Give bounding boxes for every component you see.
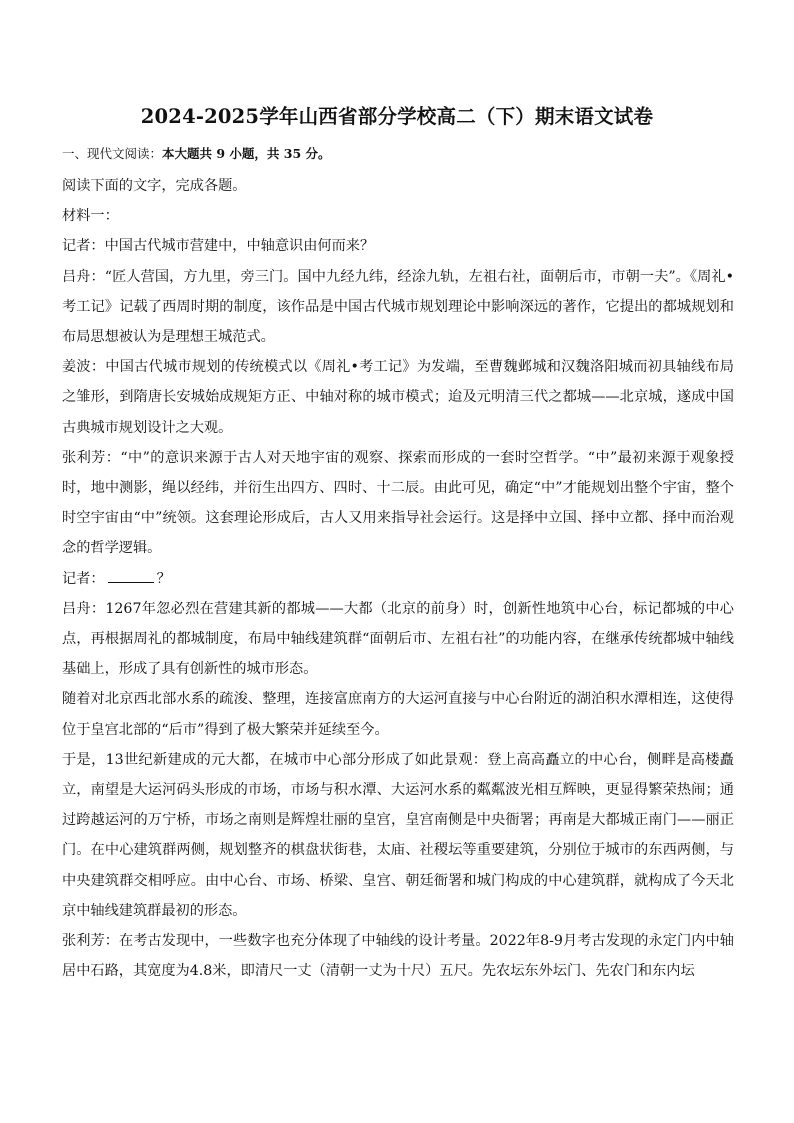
paragraph: 张利芳：在考古发现中，一些数字也充分体现了中轴线的设计考量。2022年8-9月考古发现的永定门内中轴居中石路，其宽度为4.8米，即清尺一丈（清朝一丈为十尺）五尺。先农坛东外坛门、先农门和东内坛 bbox=[62, 933, 734, 980]
section-score-info: 本大题共 9 小题，共 35 分。 bbox=[162, 146, 331, 161]
question-mark: ？ bbox=[156, 570, 171, 587]
section-heading bbox=[62, 144, 331, 162]
paragraph: 随着对北京西北部水系的疏浚、整理，连接富庶南方的大运河直接与中心台附近的湖泊积水潭相连，这使得位于皇宫北部的“后市”得到了极大繁荣并延续至今。 bbox=[62, 691, 734, 738]
page-title: 2024-2025学年山西省部分学校高二（下）期末语文试卷 bbox=[140, 105, 654, 128]
section-prefix: 一、现代文阅读： bbox=[62, 146, 163, 161]
reporter-question-blank bbox=[62, 564, 734, 594]
paragraph: 吕舟：1267年忽必烈在营建其新的都城——大都（北京的前身）时，创新性地筑中心台，标记都城的中心点，再根据周礼的都城制度，布局中轴线建筑群“面朝后市、左祖右社”的功能内容，在继承传统都城中轴线基础上，形成了具有创新性的城市形态。 bbox=[62, 600, 734, 678]
paragraph: 姜波：中国古代城市规划的传统模式以《周礼•考工记》为发端，至曹魏邺城和汉魏洛阳城而初具轴线布局之雏形，到隋唐长安城始成规矩方正、中轴对称的城市模式；迨及元明清三代之都城——北京城，遂成中国古典城市规划设计之大观。 bbox=[62, 359, 734, 436]
paragraph: 阅读下面的文字，完成各题。 bbox=[62, 178, 247, 194]
paragraph: 材料一： bbox=[62, 208, 119, 225]
paragraph: 记者：中国古代城市营建中，中轴意识由何而来？ bbox=[62, 238, 375, 255]
paragraph: 吕舟：“匠人营国，方九里，旁三门。国中九经九纬，经涂九轨，左祖右社，面朝后市，市朝一夫”。《周礼•考工记》记载了西周时期的制度，该作品是中国古代城市规划理论中影响深远的著作，它提出的都城规划和布局思想被认为是理想王城范式。 bbox=[62, 268, 734, 346]
fill-in-blank[interactable] bbox=[108, 568, 154, 583]
reading-passage bbox=[62, 171, 734, 986]
paragraph: 张利芳：“中”的意识来源于古人对天地宇宙的观察、探索而形成的一套时空哲学。“中”最初来源于观象授时，地中测影，绳以经纬，并衍生出四方、四时、十二辰。由此可见，确定“中”才能规划出整个宇宙，整个时空宇宙由“中”统领。这套理论形成后，古人又用来指导社会运行。这是择中立国、择中立都、择中而治观念的哲学逻辑。 bbox=[62, 449, 734, 557]
reporter-label: 记者： bbox=[62, 570, 105, 587]
paragraph: 于是，13世纪新建成的元大都，在城市中心部分形成了如此景观：登上高高矗立的中心台，侧畔是高楼矗立，南望是大运河码头形成的市场，市场与积水潭、大运河水系的粼粼波光相互辉映，更显得繁荣热闹；通过跨越运河的万宁桥，市场之南则是辉煌壮丽的皇宫，皇宫南侧是中央衙署；再南是大都城正南门——丽正门。在中心建筑群两侧，规划整齐的棋盘状街巷，太庙、社稷坛等重要建筑，分别位于城市的东西两侧，与中央建筑群交相呼应。由中心台、市场、桥梁、皇宫、朝廷衙署和城门构成的中心建筑群，就构成了今天北京中轴线建筑群最初的形态。 bbox=[62, 751, 734, 919]
